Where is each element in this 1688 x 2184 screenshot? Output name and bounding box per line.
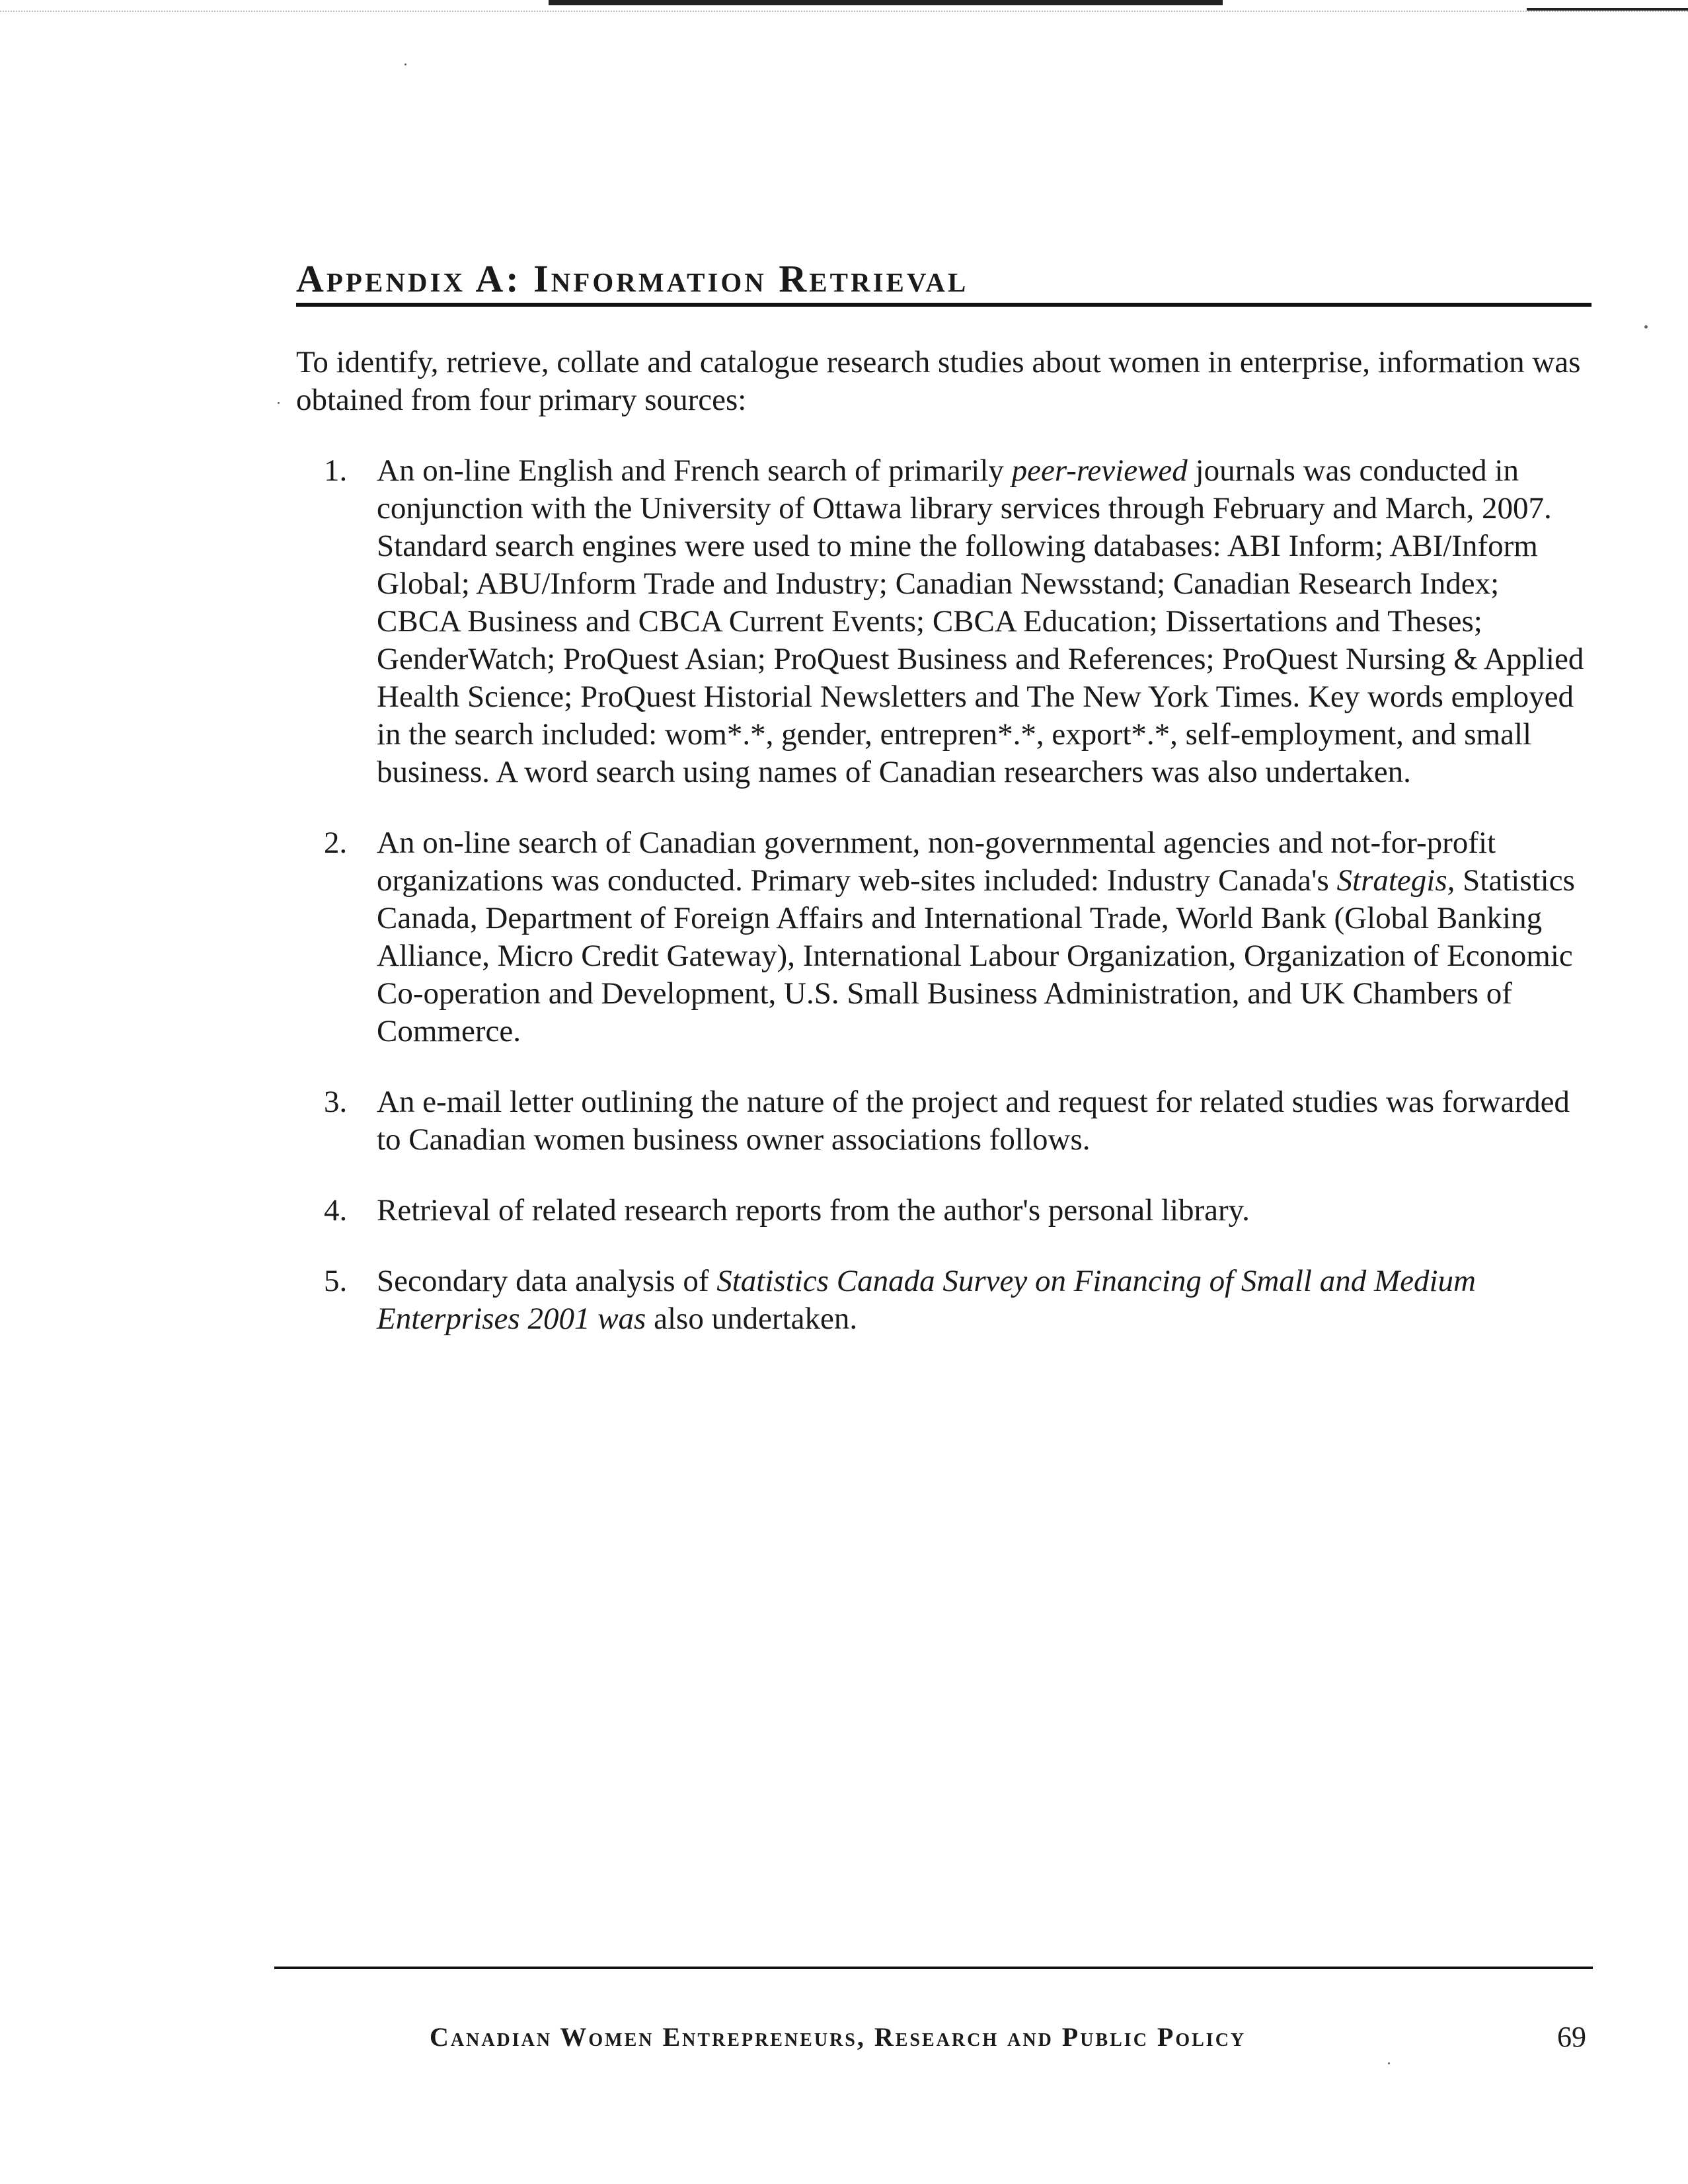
list-item-number: 4. (324, 1193, 348, 1228)
scan-artifact-dotted-line (0, 11, 1688, 12)
list-item (296, 452, 1588, 791)
list-item-italic: Statistics Canada Survey on Financing of Small and Medium Enterprises 2001 was (377, 1264, 1477, 1336)
scan-speck (278, 402, 280, 404)
list-item (296, 1263, 1588, 1338)
list-item-number: 2. (324, 826, 348, 860)
appendix-heading: Appendix A: Information Retrieval (296, 257, 969, 300)
list-item-text: also undertaken. (646, 1302, 858, 1336)
scan-speck (1388, 2062, 1390, 2064)
sources-list (296, 452, 1588, 1338)
intro-paragraph: To identify, retrieve, collate and catalogue research studies about women in enterprise, information was obtained from four primary sources: (296, 345, 1581, 417)
scan-speck (1644, 325, 1648, 329)
list-item (296, 1192, 1588, 1229)
list-item-italic: peer-reviewed (1011, 453, 1188, 488)
list-item-number: 5. (324, 1264, 348, 1298)
list-item-number: 3. (324, 1085, 348, 1119)
list-item-text: An on-line English and French search of primarily (377, 453, 1012, 488)
list-item-number: 1. (324, 453, 348, 488)
list-item (296, 824, 1588, 1050)
scan-artifact-right-rule (1527, 8, 1688, 11)
list-item-italic: Strategis, (1336, 863, 1455, 898)
list-item-text: An e-mail letter outlining the nature of the project and request for related studies was forwarded to Canadian women business owner associations follows. (377, 1085, 1570, 1157)
heading-underline (296, 303, 1592, 307)
list-item-text: journals was conducted in conjunction with the University of Ottawa library services through February and March, 2007. Standard search engines were used to mine the following databases: ABI Inform; ABI/Inform Global; ABU/Inform Trade and Industry; Canadian Newsstand; Canadian Research Index; CBCA Business and CBCA Current Events; CBCA Education; Dissertations and Theses; GenderWatch; ProQuest Asian; ProQuest Business and References; ProQuest Nursing & Applied Health Science; ProQuest Historial Newsletters and The New York Times. Key words employed in the search included: wom*.*, gender, entrepren*.*, export*.*, self-employment, and small business. A word search using names of Canadian researchers was also undertaken. (377, 453, 1584, 789)
appendix-body (296, 344, 1588, 1371)
list-item-text: Statistics Canada, Department of Foreign Affairs and International Trade, World Bank (Global Banking Alliance, Micro Credit Gateway), International Labour Organization, Organization of Economic Co-operation and Development, U.S. Small Business Administration, and UK Chambers of Commerce. (377, 863, 1575, 1048)
list-item-text: Retrieval of related research reports from the author's personal library. (377, 1193, 1250, 1228)
footer-rule (274, 1967, 1593, 1969)
footer-title: Canadian Women Entrepreneurs, Research and Public Policy (430, 2022, 1247, 2052)
list-item (296, 1083, 1588, 1159)
list-item-text: An on-line search of Canadian government, non-governmental agencies and not-for-profit organizations was conducted. Primary web-sites included: Industry Canada's (377, 826, 1496, 898)
list-item-text: Secondary data analysis of (377, 1264, 717, 1298)
scan-speck (404, 63, 406, 65)
scan-artifact-top-rule (549, 0, 1223, 5)
page-number: 69 (1557, 2021, 1586, 2053)
